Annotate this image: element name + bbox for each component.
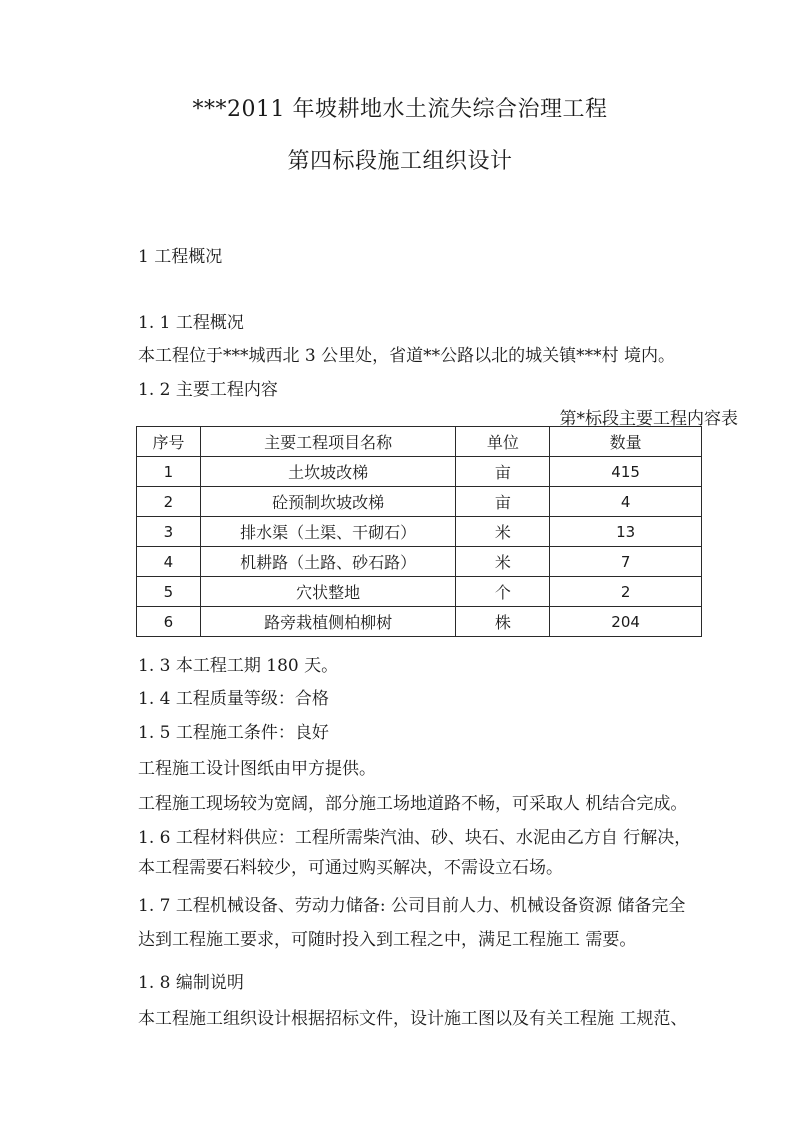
cell-quantity: 13 — [550, 517, 702, 547]
paragraph-equipment-line1: 1. 7 工程机械设备、劳动力储备: 公司目前人力、机械设备资源 储备完全 — [138, 896, 686, 916]
cell-item-name: 砼预制坎坡改梯 — [200, 487, 456, 517]
section-heading-1: 1 工程概况 — [138, 247, 223, 267]
paragraph-compilation-notes: 本工程施工组织设计根据招标文件，设计施工图以及有关工程施 工规范、 — [138, 1009, 688, 1029]
cell-index: 3 — [137, 517, 201, 547]
table-row — [137, 487, 702, 517]
section-1-3-duration: 1. 3 本工程工期 180 天。 — [138, 656, 339, 676]
cell-quantity: 2 — [550, 577, 702, 607]
paragraph-materials-line2: 本工程需要石料较少，可通过购买解决，不需设立石场。 — [138, 858, 563, 878]
table-caption: 第*标段主要工程内容表 — [559, 409, 738, 429]
paragraph-equipment-line2: 达到工程施工要求，可随时投入到工程之中，满足工程施工 需要。 — [138, 930, 637, 950]
table-row — [137, 607, 702, 637]
table-header-row — [137, 427, 702, 457]
cell-item-name: 路旁栽植侧柏柳树 — [200, 607, 456, 637]
section-1-5-conditions: 1. 5 工程施工条件：良好 — [138, 723, 329, 743]
cell-index: 2 — [137, 487, 201, 517]
table-row — [137, 457, 702, 487]
section-heading-1-1: 1. 1 工程概况 — [138, 313, 244, 333]
cell-unit: 个 — [456, 577, 550, 607]
cell-quantity: 204 — [550, 607, 702, 637]
header-quantity: 数量 — [550, 427, 702, 457]
main-works-table — [136, 426, 702, 637]
cell-quantity: 7 — [550, 547, 702, 577]
cell-unit: 米 — [456, 517, 550, 547]
paragraph-drawings: 工程施工设计图纸由甲方提供。 — [138, 759, 376, 779]
cell-unit: 米 — [456, 547, 550, 577]
cell-index: 1 — [137, 457, 201, 487]
cell-unit: 亩 — [456, 457, 550, 487]
cell-item-name: 穴状整地 — [200, 577, 456, 607]
cell-quantity: 415 — [550, 457, 702, 487]
cell-unit: 株 — [456, 607, 550, 637]
header-unit: 单位 — [456, 427, 550, 457]
cell-unit: 亩 — [456, 487, 550, 517]
paragraph-materials-line1: 1. 6 工程材料供应：工程所需柴汽油、砂、块石、水泥由乙方自 行解决， — [138, 828, 692, 848]
section-heading-1-2: 1. 2 主要工程内容 — [138, 380, 278, 400]
cell-index: 6 — [137, 607, 201, 637]
cell-quantity: 4 — [550, 487, 702, 517]
paragraph-site-conditions: 工程施工现场较为宽阔，部分施工场地道路不畅，可采取人 机结合完成。 — [138, 794, 688, 814]
table-row — [137, 547, 702, 577]
header-index: 序号 — [137, 427, 201, 457]
cell-item-name: 排水渠（土渠、干砌石） — [200, 517, 456, 547]
cell-item-name: 机耕路（土路、砂石路） — [200, 547, 456, 577]
paragraph-project-location: 本工程位于***城西北 3 公里处，省道**公路以北的城关镇***村 境内。 — [138, 346, 676, 366]
table-row — [137, 517, 702, 547]
cell-item-name: 土坎坡改梯 — [200, 457, 456, 487]
cell-index: 5 — [137, 577, 201, 607]
document-subtitle: 第四标段施工组织设计 — [287, 149, 513, 174]
cell-index: 4 — [137, 547, 201, 577]
section-1-4-quality: 1. 4 工程质量等级：合格 — [138, 689, 329, 709]
table-row — [137, 577, 702, 607]
document-title: ***2011 年坡耕地水土流失综合治理工程 — [192, 97, 608, 122]
header-item-name: 主要工程项目名称 — [200, 427, 456, 457]
section-heading-1-8: 1. 8 编制说明 — [138, 973, 244, 993]
